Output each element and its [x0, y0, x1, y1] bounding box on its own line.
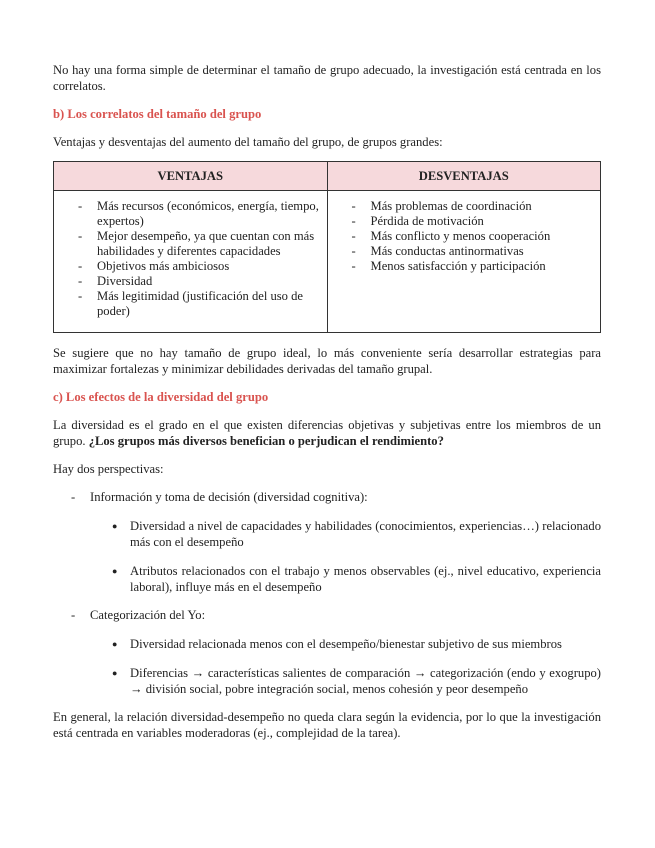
desventajas-list: [348, 199, 595, 274]
document-body: [53, 62, 601, 741]
diversity-definition: La diversidad es el grado en el que existen diferencias objetivas y subjetivas entre los miembros de un grupo.: [53, 418, 601, 448]
ventaja-item: - Más recursos (económicos, energía, tiempo, expertos): [74, 199, 321, 229]
perspective-label: - Categorización del Yo:: [90, 608, 206, 622]
section-b-heading: b) Los correlatos del tamaño del grupo: [53, 107, 262, 121]
desventaja-item: - Menos satisfacción y participación: [348, 259, 595, 274]
ventajas-desventajas-table: [53, 161, 601, 333]
section-b-conclusion: Se sugiere que no hay tamaño de grupo ideal, lo más conveniente sería desarrollar estrategias para maximizar fortalezas y minimizar debilidades derivadas del tamaño grupal.: [53, 346, 601, 376]
desventajas-cell: [327, 191, 601, 333]
section-c-definition-paragraph: [53, 417, 601, 449]
ventajas-list: [74, 199, 321, 319]
perspectives-list: [53, 489, 601, 697]
ventaja-item: - Diversidad: [74, 274, 321, 289]
desventaja-item: - Pérdida de motivación: [348, 214, 595, 229]
ventajas-cell: [54, 191, 328, 333]
desventajas-header: DESVENTAJAS: [327, 162, 601, 191]
ventajas-header: VENTAJAS: [54, 162, 328, 191]
ventaja-item: - Más legitimidad (justificación del uso de poder): [74, 289, 321, 319]
section-b-lead: Ventajas y desventajas del aumento del tamaño del grupo, de grupos grandes:: [53, 135, 443, 149]
ventaja-item: - Mejor desempeño, ya que cuentan con más habilidades y diferentes capacidades: [74, 229, 321, 259]
perspective-point: ● Diferencias → características salientes de comparación → categorización (endo y exogrupo) → división social, pobre integración social, menos cohesión y peor desempeño: [130, 665, 601, 697]
perspective-points: [90, 518, 601, 595]
section-c-heading: c) Los efectos de la diversidad del grupo: [53, 390, 269, 404]
section-c-conclusion: En general, la relación diversidad-desempeño no queda clara según la evidencia, por lo que la investigación está centrada en variables moderadoras (ej., complejidad de la tarea).: [53, 710, 601, 740]
perspective-point: ● Atributos relacionados con el trabajo y menos observables (ej., nivel educativo, experiencia laboral), influye más en el desempeño: [130, 563, 601, 595]
perspective-points: [90, 636, 601, 697]
perspective-point: ● Diversidad a nivel de capacidades y habilidades (conocimientos, experiencias…) relacionado más con el desempeño: [130, 518, 601, 550]
ventaja-item: - Objetivos más ambiciosos: [74, 259, 321, 274]
desventaja-item: - Más conflicto y menos cooperación: [348, 229, 595, 244]
intro-paragraph: No hay una forma simple de determinar el tamaño de grupo adecuado, la investigación está centrada en los correlatos.: [53, 63, 601, 93]
desventaja-item: - Más problemas de coordinación: [348, 199, 595, 214]
diversity-question: ¿Los grupos más diversos benefician o perjudican el rendimiento?: [88, 434, 444, 448]
perspectives-intro: Hay dos perspectivas:: [53, 462, 164, 476]
perspective-item: [53, 607, 601, 697]
perspective-item: [53, 489, 601, 595]
perspective-label: - Información y toma de decisión (diversidad cognitiva):: [90, 490, 368, 504]
desventaja-item: - Más conductas antinormativas: [348, 244, 595, 259]
perspective-point: ● Diversidad relacionada menos con el desempeño/bienestar subjetivo de sus miembros: [130, 636, 601, 652]
